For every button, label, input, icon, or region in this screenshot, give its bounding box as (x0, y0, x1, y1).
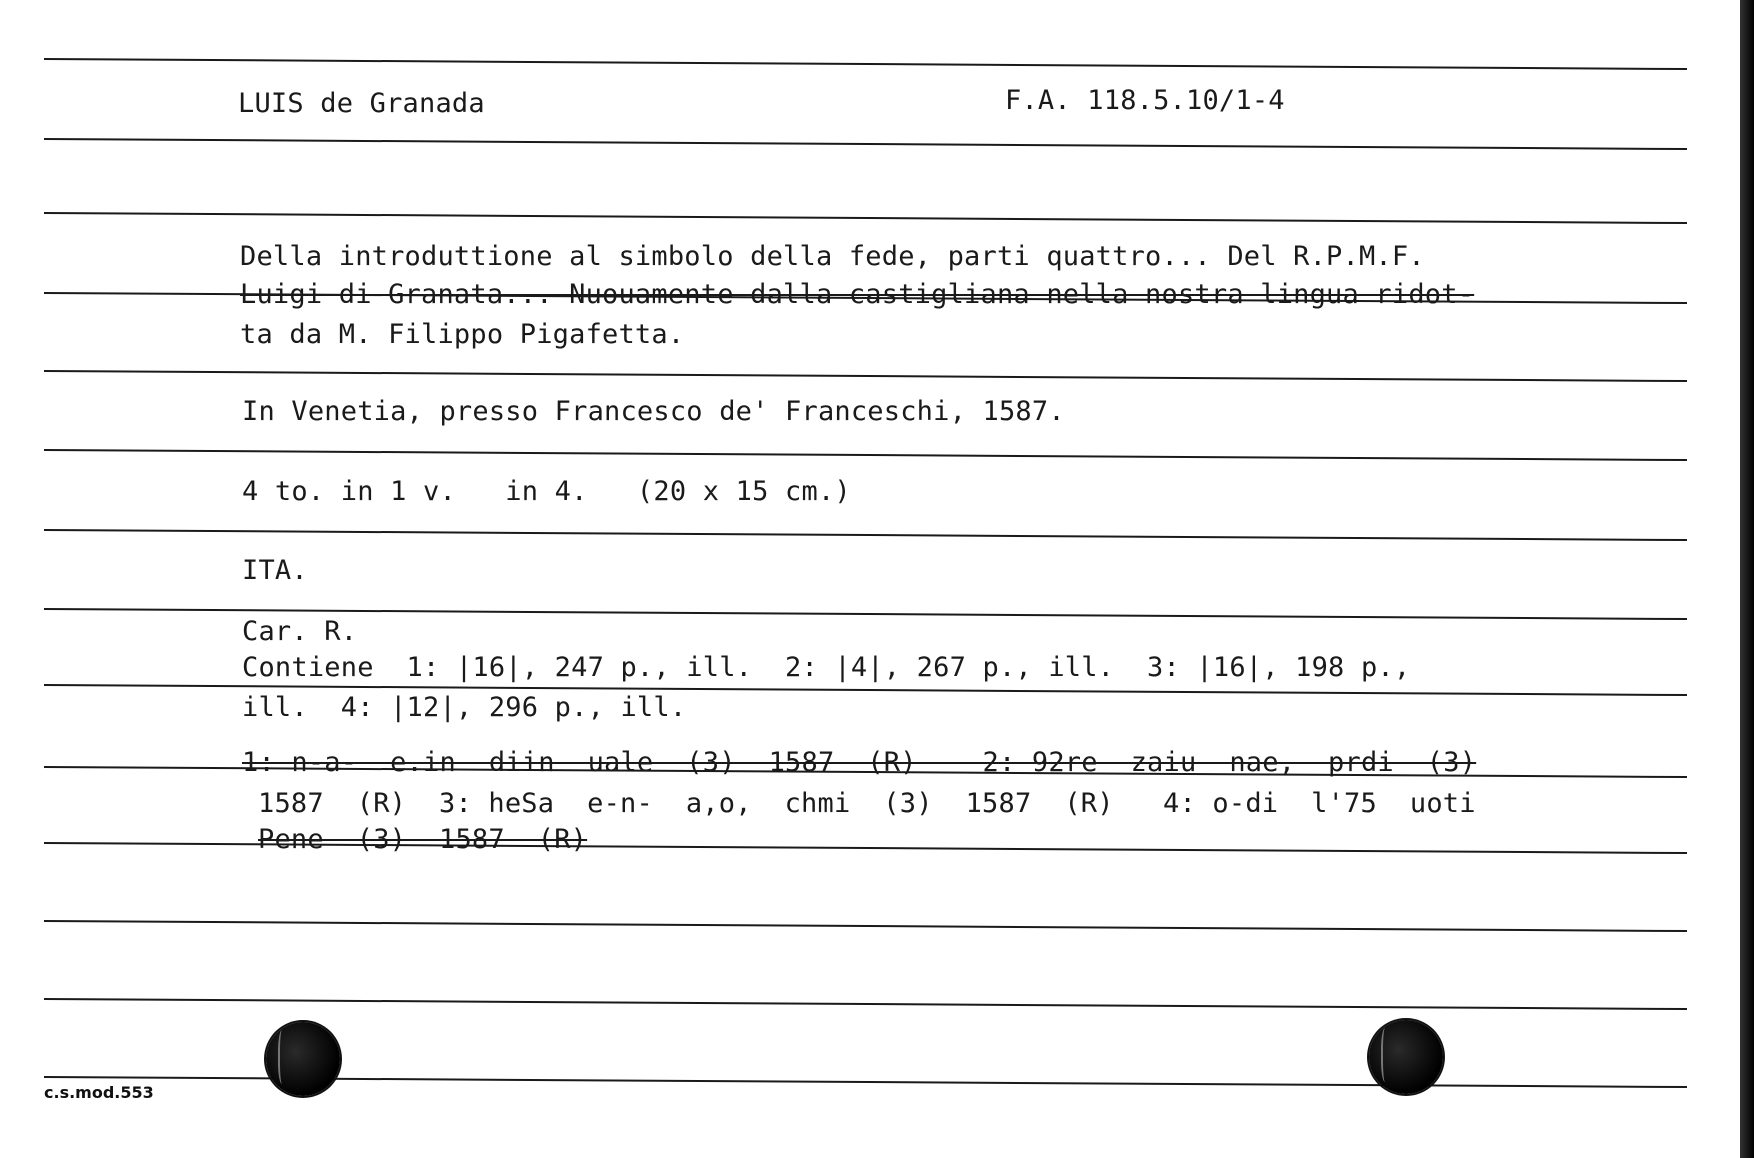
notes-line-3: ill. 4: |12|, 296 p., ill. (242, 692, 687, 723)
fingerprint-line-1: 1: n-a- e.in diin uale (3) 1587 (R) 2: 92re zaiu nae, prdi (3) (242, 747, 1477, 778)
rule-line (44, 920, 1687, 932)
rule-line (44, 212, 1687, 224)
fingerprint-line-3: Pene (3) 1587 (R) (258, 824, 588, 855)
imprint: In Venetia, presso Francesco de' Franceschi, 1587. (242, 396, 1065, 427)
shelfmark: F.A. 118.5.10/1-4 (1005, 85, 1285, 116)
punch-hole-right (1369, 1020, 1443, 1094)
rule-line (44, 529, 1687, 541)
physical-description: 4 to. in 1 v. in 4. (20 x 15 cm.) (242, 476, 851, 507)
rule-line (44, 138, 1687, 150)
notes-line-1: Car. R. (242, 616, 358, 647)
title-line-1: Della introduttione al simbolo della fede, parti quattro... Del R.P.M.F. (240, 241, 1425, 272)
punch-hole-left (266, 1022, 340, 1096)
rule-line (44, 449, 1687, 461)
language-code: ITA. (242, 555, 308, 586)
title-line-3: ta da M. Filippo Pigafetta. (240, 319, 685, 350)
rule-line (44, 998, 1687, 1010)
form-code: c.s.mod.553 (44, 1083, 154, 1102)
author-heading: LUIS de Granada (238, 88, 485, 119)
scan-edge (1740, 0, 1754, 1158)
rule-line (44, 370, 1687, 382)
title-line-2: Luigi di Granata... Nuouamente dalla castigliana nella nostra lingua ridot- (240, 279, 1475, 310)
rule-line (44, 58, 1687, 70)
fingerprint-line-2: 1587 (R) 3: heSa e-n- a,o, chmi (3) 1587 (R) 4: o-di l'75 uoti (258, 788, 1476, 819)
notes-line-2: Contiene 1: |16|, 247 p., ill. 2: |4|, 267 p., ill. 3: |16|, 198 p., (242, 652, 1411, 683)
